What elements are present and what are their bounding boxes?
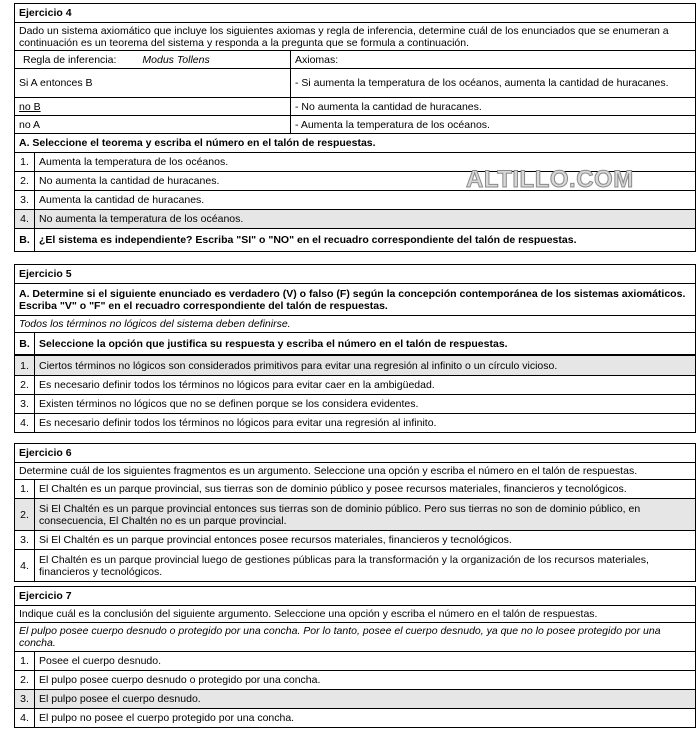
option-number: 1. bbox=[15, 652, 35, 670]
option-row bbox=[15, 354, 695, 375]
exercise-title: Ejercicio 6 bbox=[19, 447, 72, 459]
option-text: Es necesario definir todos los términos no lógicos para evitar caer en la ambigüedad. bbox=[39, 379, 435, 391]
exercise-5 bbox=[14, 264, 696, 433]
rule-column bbox=[15, 51, 291, 133]
option-number: 2. bbox=[15, 376, 35, 394]
option-row bbox=[15, 670, 695, 689]
option-number: 3. bbox=[15, 531, 35, 549]
option-number: 1. bbox=[15, 356, 35, 375]
rule-line: no B bbox=[15, 97, 290, 115]
option-number: 3. bbox=[15, 690, 35, 708]
exercise-intro: Dado un sistema axiomático que incluye los siguientes axiomas y regla de inferencia, determine cuál de los enunciados que se enumeran a continuación es un teorema del sistema y responda a la pregunta que se formula a continuación. bbox=[15, 22, 695, 50]
argument: El pulpo posee cuerpo desnudo o protegido por una concha. Por lo tanto, posee el cuerpo desnudo, ya que no lo posee protegido por una concha. bbox=[15, 622, 695, 651]
option-text: Posee el cuerpo desnudo. bbox=[39, 655, 162, 667]
option-number: 4. bbox=[15, 414, 35, 432]
option-row bbox=[15, 413, 695, 432]
part-b bbox=[15, 228, 695, 251]
option-row bbox=[15, 375, 695, 394]
option-row bbox=[15, 651, 695, 670]
axiom: - Si aumenta la temperatura de los océanos, aumenta la cantidad de huracanes. bbox=[291, 68, 695, 97]
axioms-header: Axiomas: bbox=[295, 53, 339, 66]
option-row bbox=[15, 549, 695, 581]
option-text: El Chaltén es un parque provincial luego de gestiones públicas para la transformación y la organización de los recursos materiales, financieros y tecnológicos. bbox=[39, 553, 649, 578]
exercise-intro: Indique cuál es la conclusión del siguiente argumento. Seleccione una opción y escriba el número en el talón de respuestas. bbox=[15, 605, 695, 622]
option-row bbox=[15, 708, 695, 727]
rule-line: Si A entonces B bbox=[15, 68, 290, 97]
option-number: 3. bbox=[15, 191, 35, 209]
option-number: 1. bbox=[15, 153, 35, 171]
part-b-label: B. bbox=[15, 333, 35, 354]
option-text: El pulpo posee el cuerpo desnudo. bbox=[39, 693, 201, 705]
option-row bbox=[15, 530, 695, 549]
exercise-6 bbox=[14, 443, 696, 582]
axiom: - No aumenta la cantidad de huracanes. bbox=[291, 97, 695, 115]
exercise-intro: Determine cuál de los siguientes fragmentos es un argumento. Seleccione una opción y escriba el número en el talón de respuestas. bbox=[15, 462, 695, 479]
option-number: 4. bbox=[15, 550, 35, 581]
exercise-7 bbox=[14, 586, 696, 728]
option-number: 1. bbox=[15, 480, 35, 498]
option-number: 3. bbox=[15, 395, 35, 413]
option-number: 2. bbox=[15, 499, 35, 530]
option-text: Aumenta la cantidad de huracanes. bbox=[39, 194, 205, 206]
option-number: 2. bbox=[15, 671, 35, 689]
exercise-title: Ejercicio 7 bbox=[19, 590, 72, 602]
option-number: 4. bbox=[15, 210, 35, 228]
option-row bbox=[15, 689, 695, 708]
part-b-label: B. bbox=[15, 229, 35, 251]
exercise-4 bbox=[14, 3, 696, 252]
part-a: A. Seleccione el teorema y escriba el número en el talón de respuestas. bbox=[15, 133, 695, 152]
option-row bbox=[15, 498, 695, 530]
option-row bbox=[15, 394, 695, 413]
option-text: No aumenta la temperatura de los océanos. bbox=[39, 213, 244, 225]
part-b bbox=[15, 332, 695, 354]
part-b-text: ¿El sistema es independiente? Escriba "SI" o "NO" en el recuadro correspondiente del talón de respuestas. bbox=[39, 234, 577, 246]
axioms-table bbox=[15, 50, 695, 133]
option-text: El pulpo no posee el cuerpo protegido por una concha. bbox=[39, 712, 295, 724]
option-number: 4. bbox=[15, 709, 35, 727]
option-number: 2. bbox=[15, 172, 35, 190]
option-text: No aumenta la cantidad de huracanes. bbox=[39, 175, 220, 187]
option-text: El pulpo posee cuerpo desnudo o protegido por una concha. bbox=[39, 674, 321, 686]
option-text: Si El Chaltén es un parque provincial entonces sus tierras son de dominio público. Pero sus tierras no son de dominio público, en consecuencia, El Chaltén no es un parque provincial. bbox=[39, 502, 641, 527]
option-text: Si El Chaltén es un parque provincial entonces posee recursos materiales, financieros y tecnológicos. bbox=[39, 534, 512, 546]
option-row bbox=[15, 209, 695, 228]
watermark: ALTILLO.COM bbox=[466, 166, 634, 193]
rule-label: Regla de inferencia: bbox=[23, 53, 117, 66]
exercise-title: Ejercicio 5 bbox=[19, 268, 72, 280]
statement: Todos los términos no lógicos del sistema deben definirse. bbox=[15, 315, 695, 332]
rule-line: no A bbox=[15, 115, 290, 133]
option-text: Aumenta la temperatura de los océanos. bbox=[39, 156, 229, 168]
option-text: Existen términos no lógicos que no se definen porque se los considera evidentes. bbox=[39, 398, 419, 410]
option-row bbox=[15, 479, 695, 498]
exercise-title: Ejercicio 4 bbox=[19, 7, 72, 19]
rule-name: Modus Tollens bbox=[142, 53, 210, 66]
axioms-column bbox=[291, 51, 695, 133]
option-text: El Chaltén es un parque provincial, sus tierras son de dominio público y posee recursos materiales, financieros y tecnológicos. bbox=[39, 483, 627, 495]
option-text: Ciertos términos no lógicos son considerados primitivos para evitar una regresión al infinito o un círculo vicioso. bbox=[39, 359, 558, 372]
part-a: A. Determine si el siguiente enunciado es verdadero (V) o falso (F) según la concepción contemporánea de los sistemas axiomáticos. Escriba "V" o "F" en el recuadro correspondiente del talón de respuestas. bbox=[15, 283, 695, 315]
part-b-text: Seleccione la opción que justifica su respuesta y escriba el número en el talón de respuestas. bbox=[39, 337, 508, 350]
option-text: Es necesario definir todos los términos no lógicos para evitar una regresión al infinito. bbox=[39, 417, 437, 429]
rule-header bbox=[15, 51, 290, 68]
axiom: - Aumenta la temperatura de los océanos. bbox=[291, 115, 695, 133]
